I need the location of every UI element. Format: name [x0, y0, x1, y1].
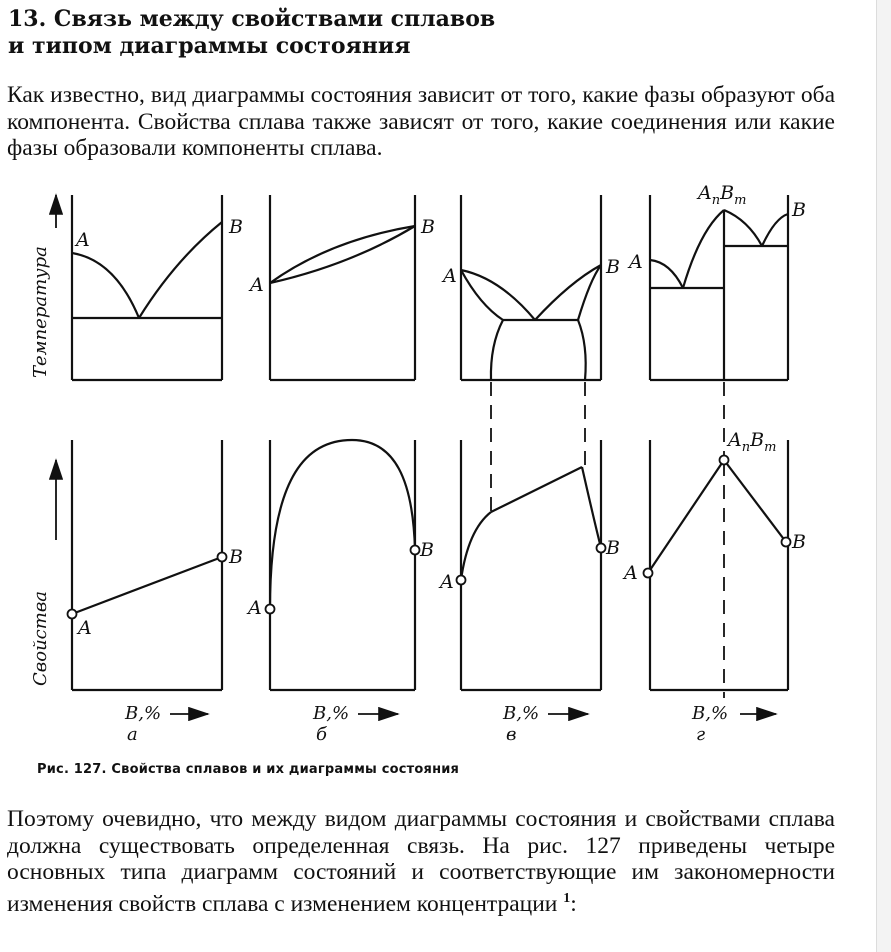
label-v-bottom-b: B	[606, 537, 620, 559]
footnote-mark[interactable]: 1	[563, 890, 571, 906]
phase-diagram-b	[270, 195, 415, 380]
property-plot-b	[270, 440, 415, 690]
xlabel-b: B,%	[313, 703, 350, 724]
heading-line-1: 13. Связь между свойствами сплавов	[8, 6, 496, 32]
label-g-top-b: B	[792, 199, 806, 221]
section-heading	[8, 6, 495, 60]
label-v-bottom-a: A	[440, 571, 454, 593]
xlabel-a: B,%	[125, 703, 162, 724]
figure-caption: Рис. 127. Свойства сплавов и их диаграммы состояния	[37, 762, 460, 777]
heading-line-2: и типом диаграммы состояния	[8, 33, 411, 59]
label-b-bottom-b: B	[420, 539, 434, 561]
phase-diagram-a	[56, 195, 222, 380]
label-g-bottom-a: A	[624, 562, 638, 584]
label-g-bottom-compound: $A_nB_m$	[728, 429, 777, 455]
ylabel-properties: Свойства	[30, 590, 51, 686]
phase-diagram-v	[461, 195, 601, 380]
property-plot-v	[461, 440, 601, 690]
body-paragraph	[7, 806, 835, 917]
body-paragraph-end: :	[570, 890, 577, 917]
figure-127	[0, 175, 880, 755]
xlabel-v: B,%	[503, 703, 540, 724]
label-b-bottom-a: A	[248, 597, 262, 619]
label-g-top-a: A	[629, 251, 643, 273]
panel-letter-a: а	[127, 724, 138, 745]
data-points	[68, 456, 791, 619]
label-a-bottom-a: A	[78, 617, 92, 639]
label-b-top-a: A	[250, 274, 264, 296]
property-plot-a	[56, 440, 222, 690]
label-v-top-b: B	[606, 256, 620, 278]
intro-paragraph: Как известно, вид диаграммы состояния зависит от того, какие фазы образуют оба компонента. Свойства сплава также зависят от того, какие соединения или какие фазы образовали компоненты сплава.	[7, 82, 835, 161]
label-b-top-b: B	[421, 216, 435, 238]
xlabel-g: B,%	[692, 703, 729, 724]
ylabel-temperature: Температура	[30, 246, 51, 378]
phase-diagram-g	[650, 195, 788, 380]
body-paragraph-text: Поэтому очевидно, что между видом диаграммы состояния и свойствами сплава должна существовать определенная связь. На рис. 127 приведены четыре основных типа диаграмм состояний и соответствующие им закономерности изменения свойств сплава с изменением концентрации	[7, 806, 835, 917]
scrollbar[interactable]	[876, 0, 891, 952]
label-g-top-compound: $A_nB_m$	[698, 182, 747, 208]
panel-letter-v: в	[506, 724, 517, 745]
label-g-bottom-b: B	[792, 531, 806, 553]
panel-letter-b: б	[316, 724, 327, 745]
panel-letter-g: г	[696, 724, 706, 745]
label-v-top-a: A	[443, 265, 457, 287]
label-a-top-a: A	[76, 229, 90, 251]
label-a-bottom-b: B	[229, 546, 243, 568]
property-plot-g	[648, 440, 788, 690]
label-a-top-b: B	[229, 216, 243, 238]
